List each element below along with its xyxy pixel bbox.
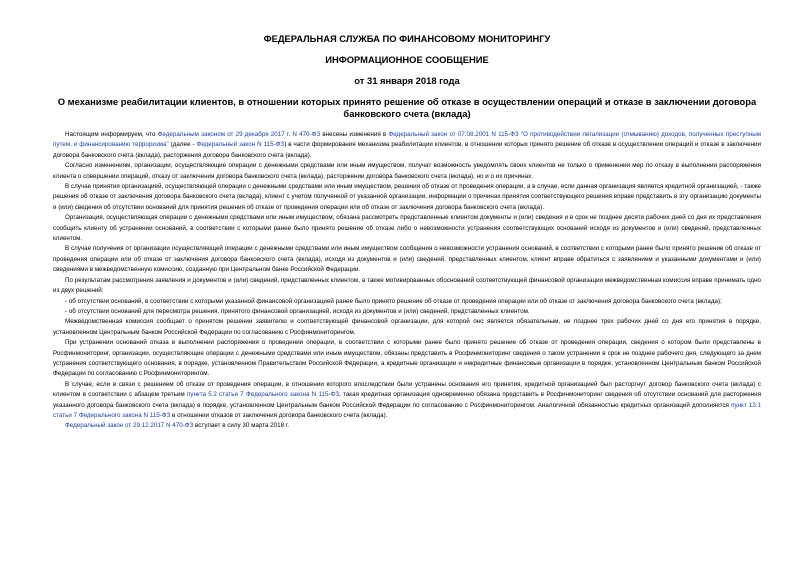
text: ) в части формирования механизма реабилитации клиентов, в отношении которых принято решение об отказе в осуществлении операций и отказе в заключении договора банковского счета (вклада), расторжения договора банковского счета (вклада). [53,141,762,159]
text: В случае, если в связи с решением об отказе от проведения операции, в отношении которого впоследствии были устранены основания его принятия, кредитной организацией был расторгнут договор банковского счета (вклада) с клиентом в соответствии с абзацем третьим [53,380,761,399]
law-link-470[interactable]: Федеральным законом от 29 декабря 2017 г. N 470-ФЗ [157,131,321,138]
law-link-470-effective[interactable]: Федеральный закон от 29.12.2017 N 470-ФЗ [65,422,194,430]
paragraph-3: В случае принятия организацией, осуществляющей операции с денежными средствами или иным имуществом, решения об отказе от проведения операции, а в случае, если данная организация является кредитной организацией, - также решения об отказе от заключения договора банковского счета (вклада), клиент с учетом полученной от указанной организации, информации о причинах принятия соответствующего решения вправе представить в эту организацию документы и (или) сведения об отсутствии оснований для принятия решения об отказе от проведения операции или об отказе от заключения договора банковского счета (вклада). [53,183,761,211]
paragraph-2: Согласно изменениям, организации, осуществляющие операции с денежными средствами или иным имуществом, получат возможность уведомлять своих клиентов не только о применении мер по отказу в выполнении распоряжения клиента о совершении операций, отказу от заключения договора банковского счета (вклада), расторжении договора банковского счета (вклада), но и о их причинах. [53,162,761,180]
doc-type-heading: ИНФОРМАЦИОННОЕ СООБЩЕНИЕ [325,54,489,65]
paragraph-10: При устранении оснований отказа в выполнении распоряжения о проведении операции, в соответствии с которыми ранее было принято решение об отказе от проведения операции, сведения о котором были представлены в Росфинмониторинг, организации, осуществляющие операции с денежными средствами или иным имуществом, обязаны представить в Росфинмониторинг сведения о таком устранении в срок не позднее рабочего дня, следующего за днем устранения соответствующего основания, в порядке, установленном Правительством Российской Федерации, а кредитные организации и некредитные финансовые организации в порядке, установленном Центральным банком Российской Федерации по согласованию с Росфинмониторингом. [53,339,761,378]
paragraph-1 [53,130,761,161]
text: вступает в силу 30 марта 2018 г. [193,422,290,430]
paragraph-6: По результатам рассмотрения заявления и документов и (или) сведений, представленных клиентом, а также мотивированных обоснований соответствующей финансовой организации межведомственная комиссия вправе принимать одно из двух решений: [53,276,761,295]
document-title: О механизме реабилитации клиентов, в отношении которых принято решение об отказе в осуществлении операций и отказе в заключении договора банковского счета (вклада) [57,96,757,119]
paragraph-12 [53,421,761,431]
date-heading: от 31 января 2018 года [354,75,460,86]
text: внесены изменения в [320,131,389,138]
law-link-115[interactable]: Федеральный закон от 07.08.2001 N 115-ФЗ "О противодействии легализации (отмыванию) доходов, полученных преступным путем, и финансированию терроризма" [53,131,762,149]
paragraph-11 [53,380,761,422]
text: , такая кредитная организация одновременно обязана представить в Росфинмониторинг сведения об отсутствии оснований для расторжения указанного договора банковского счета (вклада) в порядке, установленном Центральным банком Российской Федерации по согласованию с Росфинмониторингом. Аналогичной обязанностью кредитных организаций дополняется [53,391,762,409]
text: (далее - [168,141,197,149]
paragraph-5: В случае получения от организации осуществляющей операции с денежными средствами или иным имуществом сообщения о невозможности устранения оснований, в соответствии с которыми ранее было принято решение об отказе от проведения операции или об отказе от заключения договора банковского счета (вклада), исходя из документов и (или) сведений, представленных клиентом, клиент вправе обратиться с заявлением и указанными документами и (или) сведениями в межведомственную комиссию, созданную при Центральном банке Российской Федерации. [53,245,761,274]
paragraph-4: Организация, осуществляющая операции с денежными средствами или иным имуществом, обязана рассмотреть представленные клиентом документы и (или) сведения и в срок не позднее десяти рабочих дней со дня их представления сообщить клиенту об устранении оснований, в соответствии с которыми ранее было принято решение об отказе либо о невозможности устранения соответствующих оснований исходя из документов и (или) сведений, представленных клиентом. [53,214,761,243]
law-link-115-short[interactable]: Федеральный закон N 115-ФЗ [196,141,285,149]
paragraph-7: - об отсутствии оснований, в соответствии с которыми указанной финансовой организацией ранее было принято решение об отказе от проведения операции или об отказе от заключения договора банковского счета (вклада); [65,297,722,305]
paragraph-9: Межведомственная комиссия сообщает о принятом решении заявителю и соответствующей финансовой организации, для которой оно является обязательным, не позднее трех рабочих дней со дня его принятия в порядке, установленном Центральным банком Российской Федерации по согласованию с Росфинмониторингом. [53,318,761,336]
law-link-p13-1[interactable]: пункт 13.1 статьи 7 Федерального закона N 115-ФЗ [53,401,762,419]
text: в отношении отказов от заключения договора банковского счета (вклада). [170,411,388,419]
paragraph-8: - об отсутствии оснований для пересмотра решения, принятого финансовой организацией, исходя из документов и (или) сведений, представленных клиентом. [65,307,530,315]
law-link-p5-2[interactable]: пункта 5.2 статьи 7 Федерального закона N 115-ФЗ [186,391,340,399]
text: Настоящим информируем, что [65,131,158,138]
agency-heading: ФЕДЕРАЛЬНАЯ СЛУЖБА ПО ФИНАНСОВОМУ МОНИТОРИНГУ [263,33,551,44]
